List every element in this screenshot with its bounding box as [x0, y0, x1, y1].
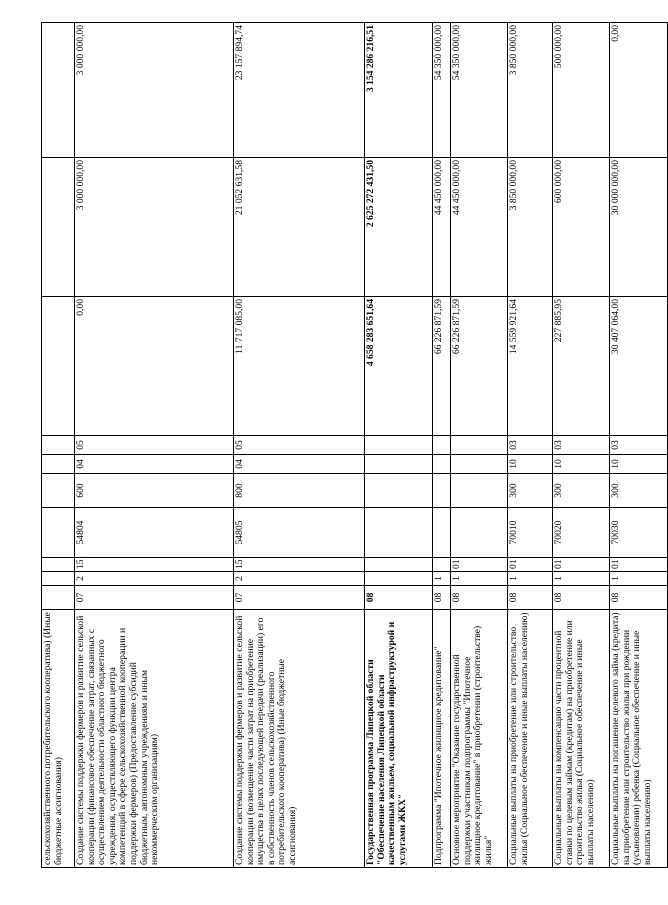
amount-1-cell: 0,00: [75, 297, 234, 436]
subsection-cell: [433, 436, 451, 455]
amount-3-cell: 23 157 894,74: [234, 23, 365, 158]
direction-code-cell: 70030: [610, 508, 668, 558]
row-name-cell: Создание системы поддержки фермеров и развитие сельской кооперации (финансовое обеспечение затрат, связанных с осуществлением деятельности областного бюджетного учреждения, осуществляющего функции центра компетенций в сфере сельскохозяйственной кооперации и поддержки фермеров) (Предоставление субсидий бюджетным, автономным учреждениям и иным некоммерческим организациям): [75, 610, 234, 868]
section-cell: 04: [75, 455, 234, 474]
amount-1-cell: [42, 297, 75, 436]
subprogram-code-cell: 2: [234, 572, 365, 586]
subprogram-code-cell: [42, 572, 75, 586]
expense-type-cell: 300: [508, 474, 553, 508]
subsection-cell: 05: [75, 436, 234, 455]
amount-1-cell: 227 885,95: [553, 297, 610, 436]
direction-code-cell: 54805: [234, 508, 365, 558]
program-code-cell: 08: [433, 586, 451, 610]
program-code-cell: 07: [234, 586, 365, 610]
subsection-cell: [451, 436, 508, 455]
table-row: [553, 23, 610, 868]
amount-1-cell: 4 658 283 651,64: [365, 297, 433, 436]
table-row: [365, 23, 433, 868]
section-cell: [365, 455, 433, 474]
event-code-cell: 15: [75, 558, 234, 572]
row-name-cell: Социальные выплаты на погашение целевого займа (кредита) на приобретение или строительство жилья при рождении (усыновлении) ребенка (Социальное обеспечение и иные выплаты населению): [610, 610, 668, 868]
row-name-cell: Подпрограмма "Ипотечное жилищное кредитование": [433, 610, 451, 868]
amount-2-cell: 3 000 000,00: [75, 158, 234, 297]
direction-code-cell: [451, 508, 508, 558]
section-cell: [451, 455, 508, 474]
event-code-cell: 01: [451, 558, 508, 572]
row-name-cell: Социальные выплаты на приобретение или строительство жилья (Социальное обеспечение и иные выплаты населению): [508, 610, 553, 868]
amount-1-cell: 14 559 921,64: [508, 297, 553, 436]
subsection-cell: 03: [553, 436, 610, 455]
program-code-cell: [42, 586, 75, 610]
table-row: [433, 23, 451, 868]
amount-3-cell: 3 850 000,00: [508, 23, 553, 158]
section-cell: 10: [508, 455, 553, 474]
expense-type-cell: [451, 474, 508, 508]
amount-2-cell: 30 000 000,00: [610, 158, 668, 297]
subsection-cell: 03: [610, 436, 668, 455]
direction-code-cell: [365, 508, 433, 558]
subsection-cell: [365, 436, 433, 455]
amount-1-cell: 11 717 085,00: [234, 297, 365, 436]
row-name-cell: Основное мероприятие "Оказание государственной поддержки участникам подпрограммы "Ипотечное жилищное кредитование" в приобретении (строительстве) жилья": [451, 610, 508, 868]
event-code-cell: 01: [610, 558, 668, 572]
program-code-cell: 08: [553, 586, 610, 610]
program-code-cell: 08: [451, 586, 508, 610]
section-cell: 10: [610, 455, 668, 474]
amount-3-cell: 3 154 286 216,51: [365, 23, 433, 158]
subprogram-code-cell: 1: [553, 572, 610, 586]
amount-2-cell: 44 450 000,00: [451, 158, 508, 297]
amount-2-cell: 600 000,00: [553, 158, 610, 297]
amount-3-cell: 500 000,00: [553, 23, 610, 158]
event-code-cell: [42, 558, 75, 572]
event-code-cell: 01: [553, 558, 610, 572]
amount-2-cell: [42, 158, 75, 297]
expense-type-cell: [42, 474, 75, 508]
rotated-page: [41, 23, 653, 868]
row-name-cell: сельскохозяйственного потребительского кооператива) (Иные бюджетные ассигнования): [42, 610, 75, 868]
direction-code-cell: [433, 508, 451, 558]
section-cell: 04: [234, 455, 365, 474]
expense-type-cell: 600: [75, 474, 234, 508]
table-row: [234, 23, 365, 868]
expense-type-cell: 300: [553, 474, 610, 508]
subprogram-code-cell: 1: [451, 572, 508, 586]
table-row: [75, 23, 234, 868]
table-row: [610, 23, 668, 868]
event-code-cell: [365, 558, 433, 572]
amount-2-cell: 21 052 631,58: [234, 158, 365, 297]
amount-2-cell: 3 850 000,00: [508, 158, 553, 297]
section-cell: [433, 455, 451, 474]
amount-3-cell: 54 350 000,00: [451, 23, 508, 158]
table-body: [42, 23, 668, 868]
event-code-cell: 01: [508, 558, 553, 572]
subprogram-code-cell: 1: [433, 572, 451, 586]
amount-1-cell: 66 226 871,59: [433, 297, 451, 436]
table-row: [42, 23, 75, 868]
row-name-cell: Создание системы поддержки фермеров и развитие сельской кооперации (возмещение части затрат на приобретение имущества в целях последующей передачи (реализации) его в собственность членов сельскохозяйственного потребительского кооператива) (Иные бюджетные ассигнования): [234, 610, 365, 868]
event-code-cell: 15: [234, 558, 365, 572]
subprogram-code-cell: 2: [75, 572, 234, 586]
direction-code-cell: 54804: [75, 508, 234, 558]
amount-3-cell: 0,00: [610, 23, 668, 158]
subprogram-code-cell: 1: [610, 572, 668, 586]
amount-2-cell: 2 625 272 431,50: [365, 158, 433, 297]
direction-code-cell: 70020: [553, 508, 610, 558]
amount-3-cell: [42, 23, 75, 158]
budget-table: [41, 22, 668, 868]
program-code-cell: 08: [610, 586, 668, 610]
table-row: [508, 23, 553, 868]
table-row: [451, 23, 508, 868]
program-code-cell: 08: [365, 586, 433, 610]
amount-1-cell: 30 407 064,00: [610, 297, 668, 436]
subprogram-code-cell: 1: [508, 572, 553, 586]
row-name-cell: Государственная программа Липецкой области "Обеспечение населения Липецкой области качественным жильем, социальной инфраструктурой и услугами ЖКХ": [365, 610, 433, 868]
expense-type-cell: 300: [610, 474, 668, 508]
direction-code-cell: 70010: [508, 508, 553, 558]
amount-2-cell: 44 450 000,00: [433, 158, 451, 297]
section-cell: 10: [553, 455, 610, 474]
event-code-cell: [433, 558, 451, 572]
row-name-cell: Социальные выплаты на компенсацию части процентной ставки по целевым займам (кредитам) на приобретение или строительство жилья (Социальное обеспечение и иные выплаты населению): [553, 610, 610, 868]
subsection-cell: 03: [508, 436, 553, 455]
subsection-cell: [42, 436, 75, 455]
section-cell: [42, 455, 75, 474]
expense-type-cell: [365, 474, 433, 508]
subprogram-code-cell: [365, 572, 433, 586]
direction-code-cell: [42, 508, 75, 558]
expense-type-cell: 800: [234, 474, 365, 508]
program-code-cell: 07: [75, 586, 234, 610]
amount-3-cell: 3 000 000,00: [75, 23, 234, 158]
program-code-cell: 08: [508, 586, 553, 610]
amount-3-cell: 54 350 000,00: [433, 23, 451, 158]
amount-1-cell: 66 226 871,59: [451, 297, 508, 436]
expense-type-cell: [433, 474, 451, 508]
subsection-cell: 05: [234, 436, 365, 455]
